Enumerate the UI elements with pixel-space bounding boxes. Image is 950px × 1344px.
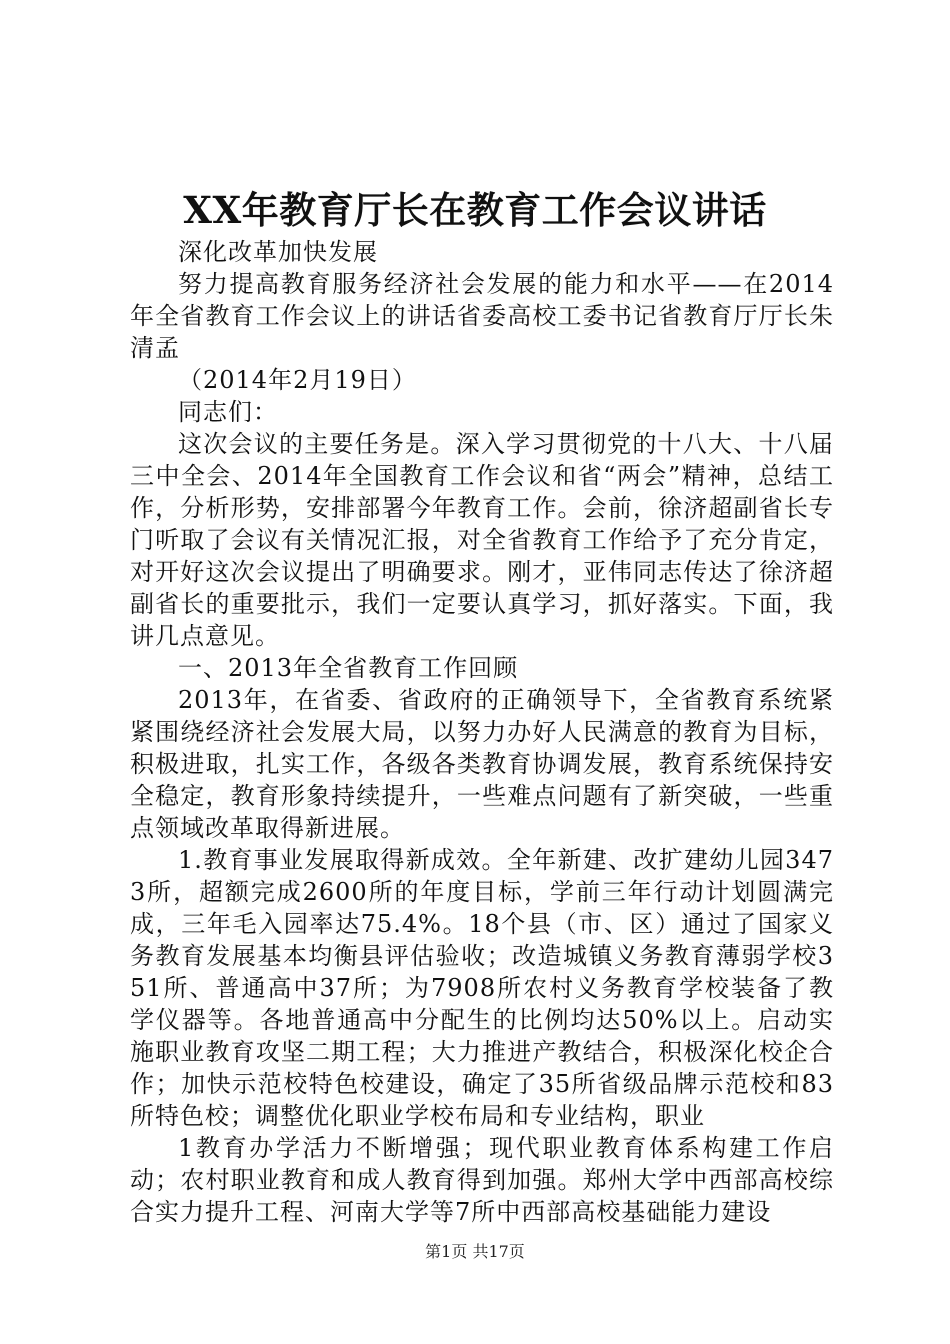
paragraph-date: （2014年2月19日） bbox=[178, 366, 417, 394]
section-heading: 一、2013年全省教育工作回顾 bbox=[178, 654, 519, 682]
paragraph-subtitle: 深化改革加快发展 bbox=[178, 238, 378, 266]
page-footer: 第1页 共17页 bbox=[425, 1242, 525, 1261]
paragraph-heading: 努力提高教育服务经济社会发展的能力和水平——在2014年全省教育工作会议上的讲话省委高校工委书记省教育厅厅长朱清孟 bbox=[130, 270, 834, 362]
paragraph-continuation: 1教育办学活力不断增强；现代职业教育体系构建工作启动；农村职业教育和成人教育得到加强。郑州大学中西部高校综合实力提升工程、河南大学等7所中西部高校基础能力建设 bbox=[130, 1134, 834, 1226]
paragraph-salutation: 同志们： bbox=[178, 398, 278, 426]
paragraph-review: 2013年，在省委、省政府的正确领导下，全省教育系统紧紧围绕经济社会发展大局，以努力办好人民满意的教育为目标，积极进取，扎实工作，各级各类教育协调发展，教育系统保持安全稳定，教育形象持续提升，一些难点问题有了新突破，一些重点领域改革取得新进展。 bbox=[130, 686, 834, 842]
paragraph-intro: 这次会议的主要任务是。深入学习贯彻党的十八大、十八届三中全会、2014年全国教育工作会议和省“两会”精神，总结工作，分析形势，安排部署今年教育工作。会前，徐济超副省长专门听取了会议有关情况汇报，对全省教育工作给予了充分肯定，对开好这次会议提出了明确要求。刚才，亚伟同志传达了徐济超副省长的重要批示，我们一定要认真学习，抓好落实。下面，我讲几点意见。 bbox=[130, 430, 834, 650]
document-title: XX年教育厅长在教育工作会议讲话 bbox=[183, 188, 767, 232]
paragraph-item-1: 1.教育事业发展取得新成效。全年新建、改扩建幼儿园3473所，超额完成2600所的年度目标，学前三年行动计划圆满完成，三年毛入园率达75.4%。18个县（市、区）通过了国家义务教育发展基本均衡县评估验收；改造城镇义务教育薄弱学校351所、普通高中37所；为7908所农村义务教育学校装备了教学仪器等。各地普通高中分配生的比例均达50%以上。启动实施职业教育攻坚二期工程；大力推进产教结合，积极深化校企合作；加快示范校特色校建设，确定了35所省级品牌示范校和83所特色校；调整优化职业学校布局和专业结构，职业 bbox=[130, 846, 834, 1130]
document-body bbox=[130, 236, 834, 1228]
